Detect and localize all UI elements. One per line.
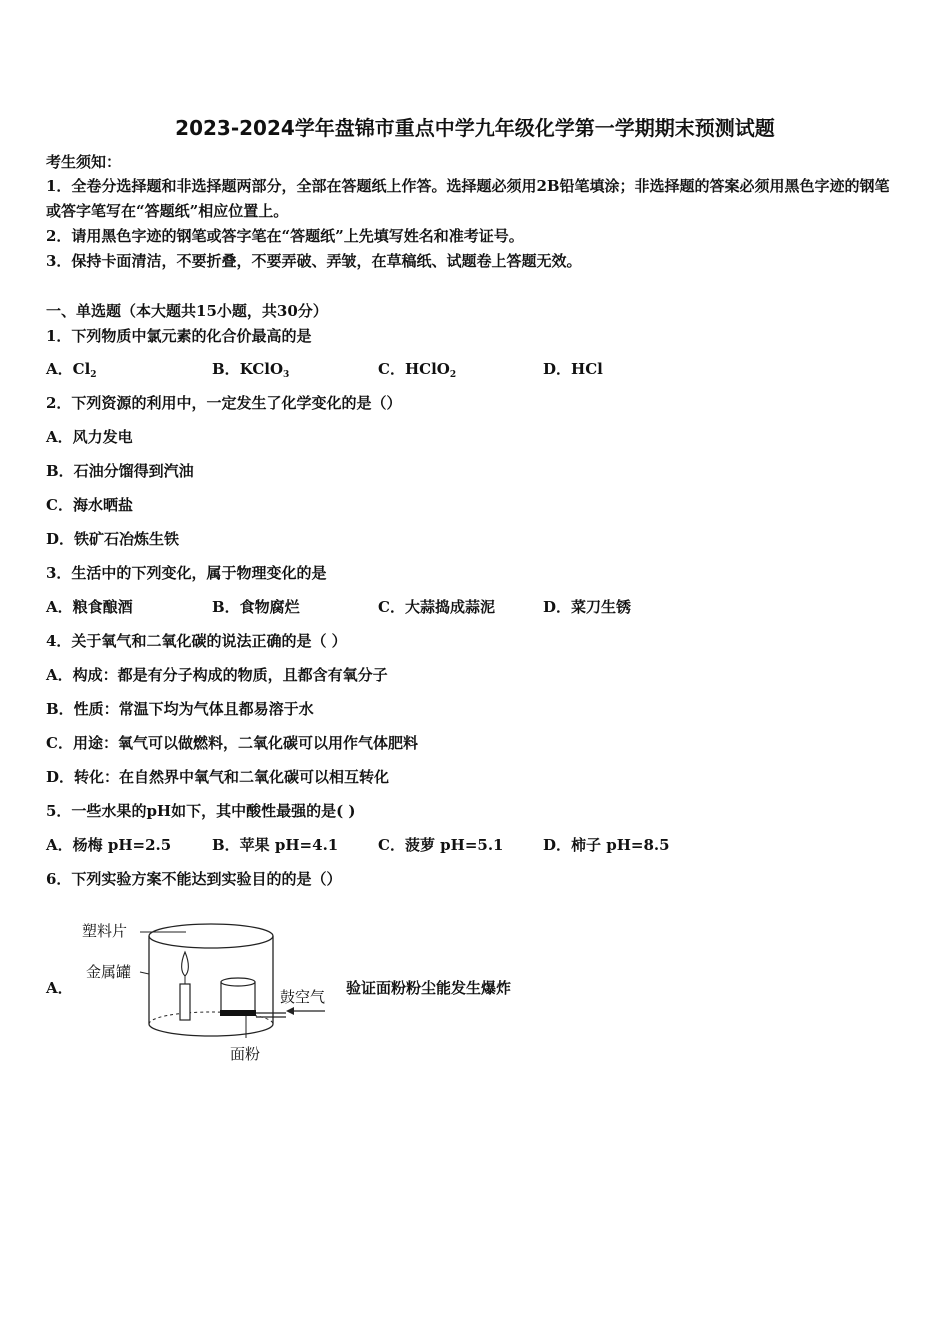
question-4-option-a: A．构成：都是有分子构成的物质，且都含有氧分子: [46, 666, 388, 684]
question-5-option-c: C．菠萝 pH=5.1: [378, 836, 504, 854]
question-4-option-b: B．性质：常温下均为气体且都易溶于水: [46, 700, 314, 718]
question-4-option-c: C．用途：氧气可以做燃料，二氧化碳可以用作气体肥料: [46, 734, 418, 752]
question-5-option-d: D．柿子 pH=8.5: [543, 836, 670, 854]
question-1-option-a: A．$Cl_2$: [46, 360, 97, 380]
question-1-option-c: C．HClO$_2$: [378, 360, 457, 380]
question-1-option-d: D．HCl: [543, 360, 603, 378]
figure-label-metal-can: 金属罐: [86, 963, 132, 981]
question-4-option-d: D．转化：在自然界中氧气和二氧化碳可以相互转化: [46, 768, 390, 786]
question-6-option-a-letter: A．: [46, 979, 73, 997]
question-3-option-a: A．粮食酿酒: [46, 598, 133, 616]
flour-explosion-apparatus-figure: [80, 912, 340, 1070]
question-2-stem: 2．下列资源的利用中，一定发生了化学变化的是（）: [46, 394, 402, 412]
page-title: 2023-2024学年盘锦市重点中学九年级化学第一学期期末预测试题: [175, 116, 775, 140]
question-1-option-b: B．KClO$_3$: [212, 360, 290, 380]
notice-item-2: 2．请用黑色字迹的钢笔或答字笔在“答题纸”上先填写姓名和准考证号。: [46, 227, 524, 245]
notice-heading: 考生须知：: [46, 153, 122, 171]
question-2-option-c: C．海水晒盐: [46, 496, 133, 514]
question-1-stem: 1．下列物质中氯元素的化合价最高的是: [46, 327, 312, 345]
question-3-option-b: B．食物腐烂: [212, 598, 300, 616]
question-2-option-a: A．风力发电: [46, 428, 133, 446]
notice-item-3: 3．保持卡面清洁，不要折叠，不要弄破、弄皱，在草稿纸、试题卷上答题无效。: [46, 252, 582, 270]
question-2-option-d: D．铁矿石冶炼生铁: [46, 530, 180, 548]
figure-label-flour: 面粉: [230, 1045, 261, 1063]
question-5-option-a: A．杨梅 pH=2.5: [46, 836, 172, 854]
question-5-stem: 5．一些水果的pH如下，其中酸性最强的是( ): [46, 802, 356, 820]
question-4-stem: 4．关于氧气和二氧化碳的说法正确的是（ ）: [46, 632, 347, 650]
question-6-option-a-text: 验证面粉粉尘能发生爆炸: [346, 979, 512, 997]
question-2-option-b: B．石油分馏得到汽油: [46, 462, 194, 480]
question-3-option-d: D．菜刀生锈: [543, 598, 632, 616]
figure-label-blown-air: 鼓空气: [280, 988, 326, 1006]
figure-label-plastic-sheet: 塑料片: [82, 922, 128, 940]
section-heading: 一、单选题（本大题共15小题，共30分）: [46, 302, 328, 320]
question-5-option-b: B．苹果 pH=4.1: [212, 836, 339, 854]
question-3-stem: 3．生活中的下列变化，属于物理变化的是: [46, 564, 327, 582]
question-3-option-c: C．大蒜捣成蒜泥: [378, 598, 495, 616]
question-6-stem: 6．下列实验方案不能达到实验目的的是（）: [46, 870, 342, 888]
notice-item-1: 1．全卷分选择题和非选择题两部分，全部在答题纸上作答。选择题必须用2B铅笔填涂；非选择题的答案必须用黑色字迹的钢笔或答字笔写在“答题纸”相应位置上。: [46, 177, 890, 220]
